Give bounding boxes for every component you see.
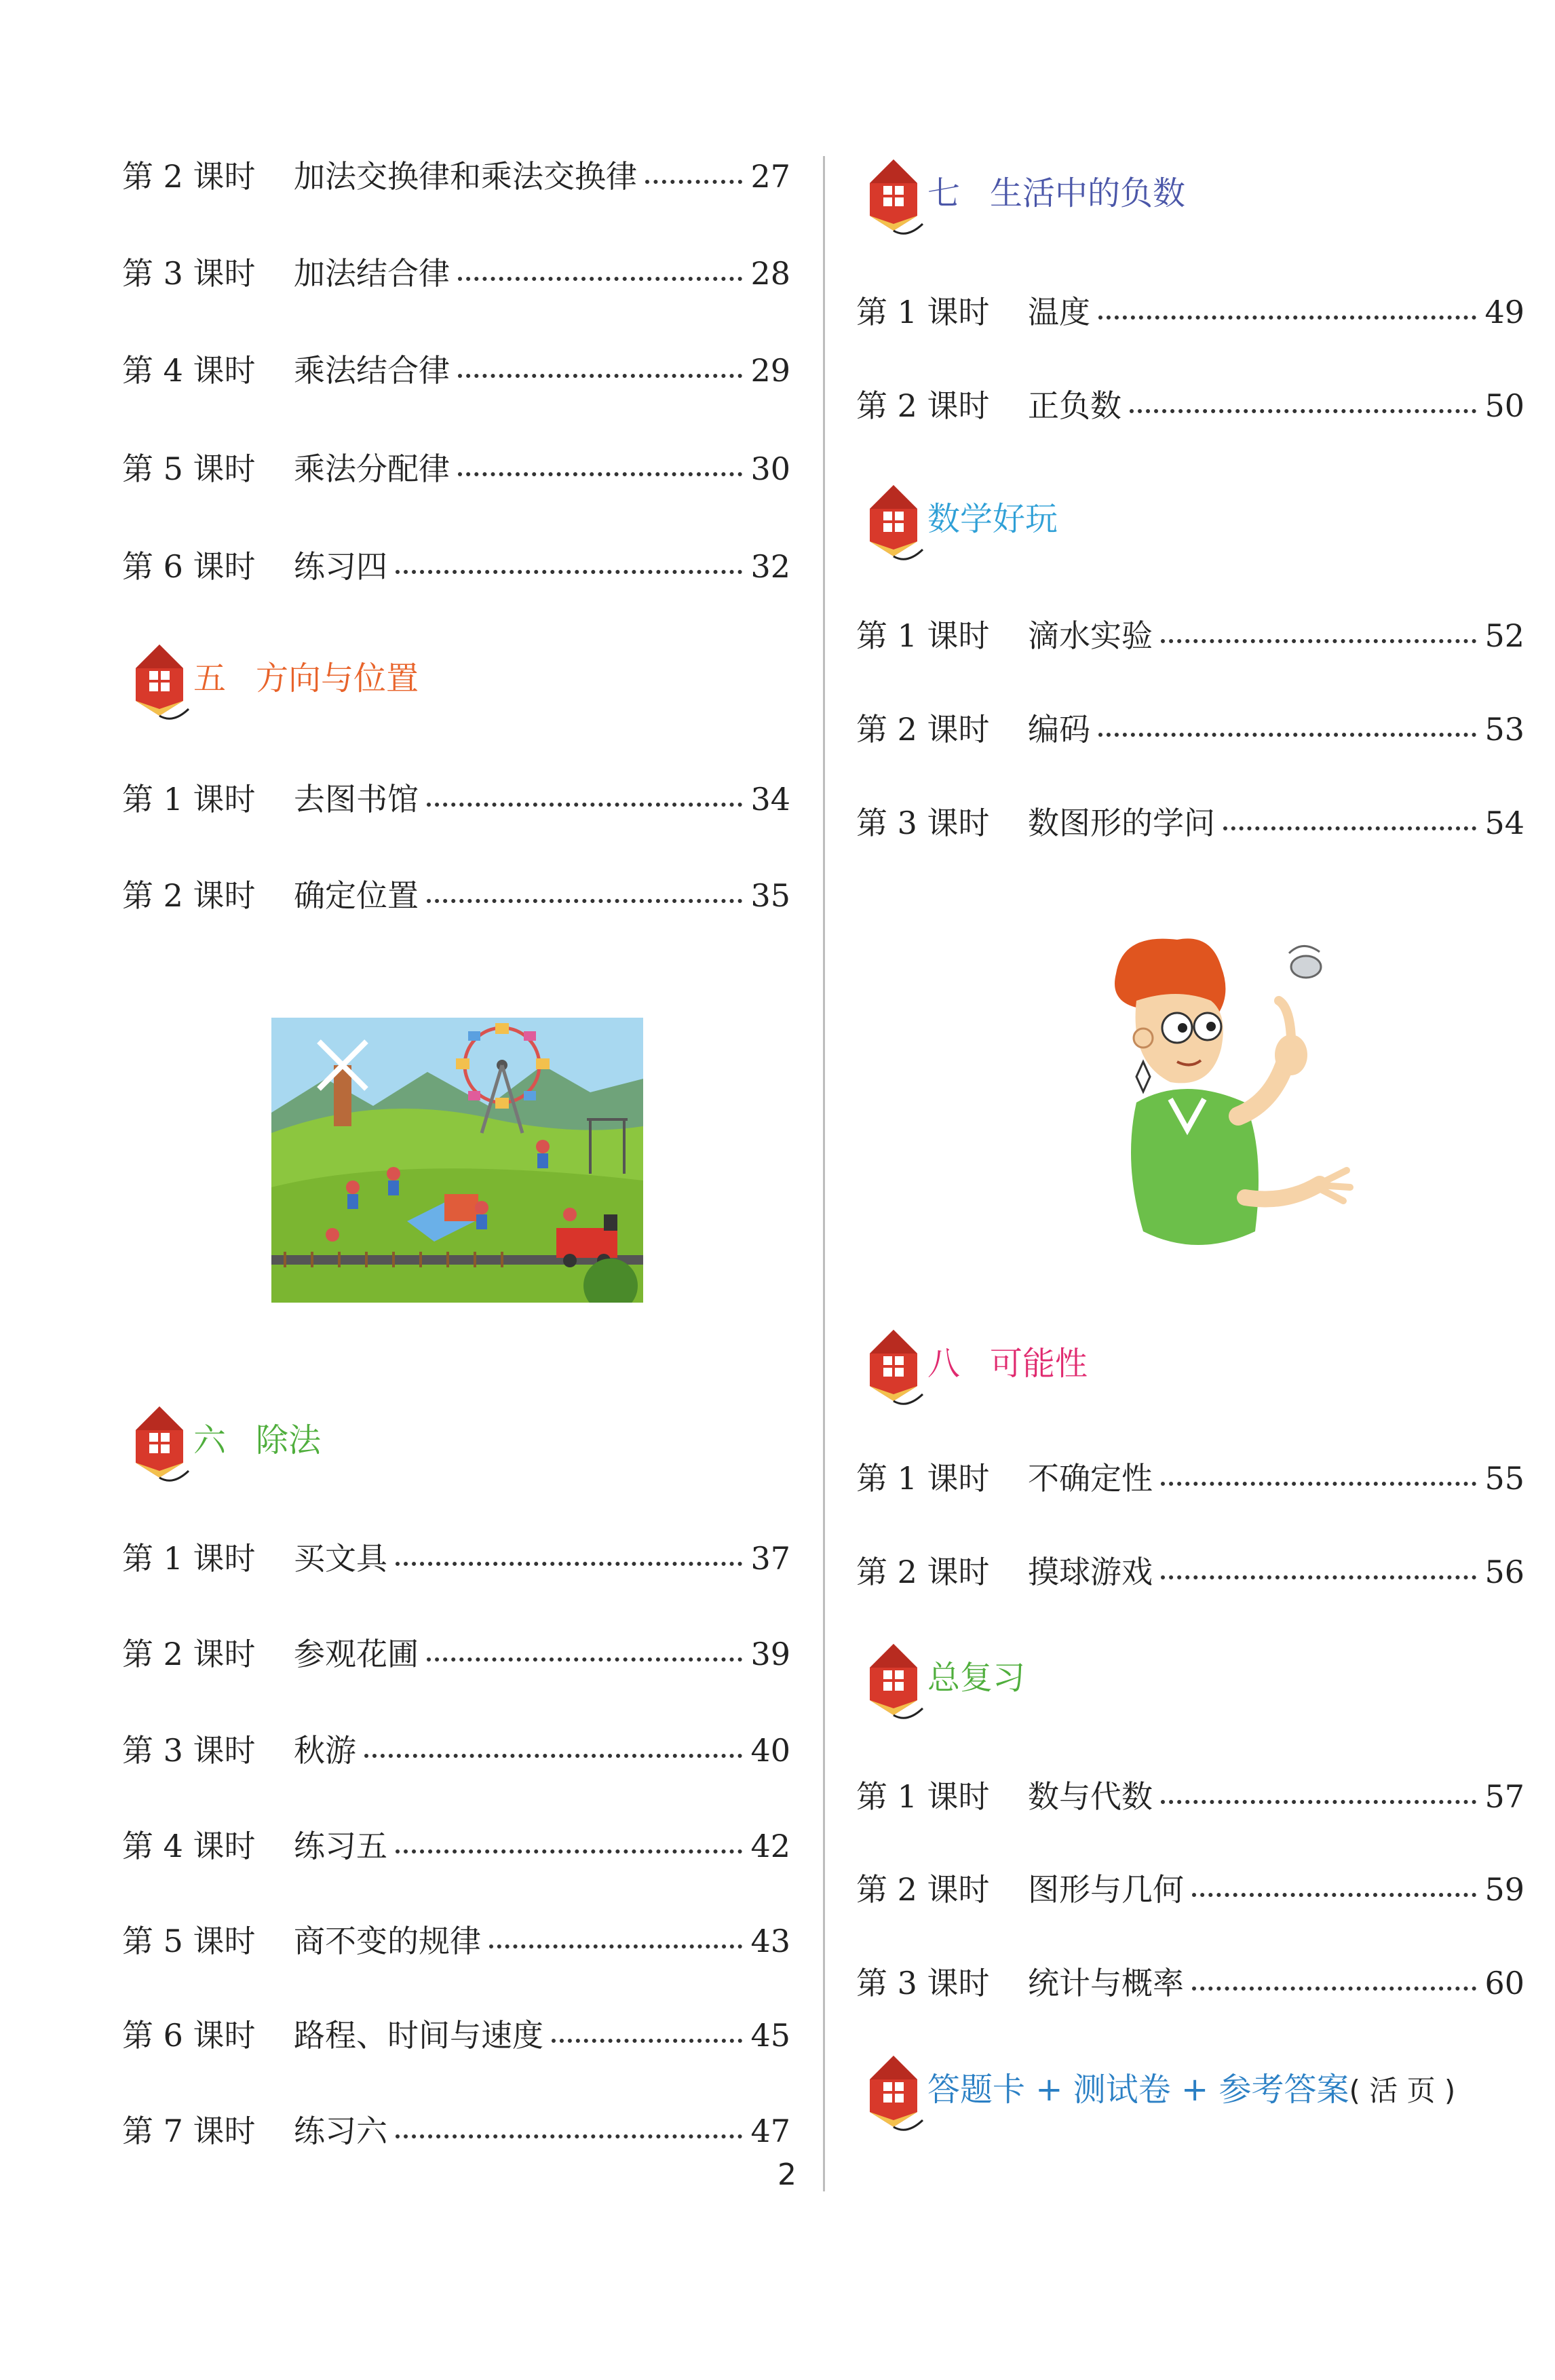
unit-title bbox=[927, 1340, 1088, 1387]
lesson-title: 加法交换律和乘法交换律 bbox=[294, 158, 637, 195]
leader-dots bbox=[1161, 1800, 1476, 1804]
toc-entry[interactable] bbox=[856, 612, 1524, 659]
leader-dots bbox=[427, 1657, 742, 1662]
unit-name: 方向与位置 bbox=[256, 659, 419, 697]
toc-entry[interactable] bbox=[122, 872, 790, 919]
lesson-title: 不确定性 bbox=[1028, 1460, 1153, 1497]
unit-title bbox=[193, 655, 419, 702]
page-ref: 32 bbox=[750, 548, 790, 585]
lesson-title: 商不变的规律 bbox=[294, 1923, 481, 1959]
unit-number: 八 bbox=[927, 1345, 961, 1383]
toc-entry[interactable] bbox=[856, 288, 1524, 336]
lesson-label: 第 3 课时 bbox=[122, 255, 256, 292]
page-ref: 29 bbox=[750, 352, 790, 389]
lesson-label: 第 5 课时 bbox=[122, 450, 256, 487]
unit-title bbox=[927, 170, 1185, 217]
leader-dots bbox=[396, 2134, 742, 2138]
toc-entry[interactable] bbox=[856, 382, 1524, 429]
leader-dots bbox=[396, 1849, 742, 1854]
toc-entry[interactable] bbox=[856, 1773, 1524, 1820]
lesson-label: 第 2 课时 bbox=[856, 1871, 990, 1908]
lesson-title: 温度 bbox=[1028, 294, 1090, 330]
toc-entry[interactable] bbox=[122, 445, 790, 493]
extras-heading[interactable] bbox=[856, 2052, 1524, 2134]
toc-entry[interactable] bbox=[856, 1455, 1524, 1502]
lesson-label: 第 4 课时 bbox=[122, 1828, 256, 1864]
unit-heading-7[interactable] bbox=[856, 156, 1524, 237]
lesson-label: 第 2 课时 bbox=[122, 1636, 256, 1672]
house-pencil-icon bbox=[122, 641, 204, 723]
lesson-label: 第 3 课时 bbox=[122, 1732, 256, 1769]
house-pencil-icon bbox=[856, 156, 938, 237]
toc-entry[interactable] bbox=[856, 1959, 1524, 2007]
lesson-label: 第 6 课时 bbox=[122, 548, 256, 585]
lesson-title: 路程、时间与速度 bbox=[294, 2017, 543, 2054]
leader-dots bbox=[1161, 639, 1476, 643]
lesson-title: 乘法分配律 bbox=[294, 450, 450, 487]
toc-entry[interactable] bbox=[122, 153, 790, 200]
page-ref: 39 bbox=[750, 1636, 790, 1672]
page-ref: 49 bbox=[1484, 294, 1524, 330]
page-ref: 53 bbox=[1484, 711, 1524, 748]
lesson-title: 乘法结合律 bbox=[294, 352, 450, 389]
lesson-title: 参观花圃 bbox=[294, 1636, 419, 1672]
lesson-title: 练习五 bbox=[294, 1828, 387, 1864]
lesson-title: 练习四 bbox=[294, 548, 387, 585]
lesson-label: 第 4 课时 bbox=[122, 352, 256, 389]
house-pencil-icon bbox=[122, 1403, 204, 1484]
lesson-title: 秋游 bbox=[294, 1732, 356, 1769]
lesson-title: 正负数 bbox=[1028, 387, 1121, 424]
lesson-label: 第 1 课时 bbox=[856, 1460, 990, 1497]
lesson-title: 确定位置 bbox=[294, 877, 419, 914]
lesson-label: 第 2 课时 bbox=[856, 1554, 990, 1590]
lesson-label: 第 5 课时 bbox=[122, 1923, 256, 1959]
leader-dots bbox=[1130, 409, 1476, 413]
lesson-label: 第 2 课时 bbox=[122, 877, 256, 914]
page-ref: 56 bbox=[1484, 1554, 1524, 1590]
extras-title: 答题卡 + 测试卷 + 参考答案 bbox=[927, 2071, 1349, 2109]
toc-entry[interactable] bbox=[122, 347, 790, 394]
toc-entry[interactable] bbox=[122, 775, 790, 823]
leader-dots bbox=[458, 472, 742, 476]
leader-dots bbox=[364, 1754, 742, 1758]
lesson-title: 统计与概率 bbox=[1028, 1965, 1184, 2001]
page-ref: 42 bbox=[750, 1828, 790, 1864]
toc-entry[interactable] bbox=[122, 1917, 790, 1965]
page-ref: 57 bbox=[1484, 1778, 1524, 1815]
unit-heading-5[interactable] bbox=[122, 641, 790, 723]
page-number: 2 bbox=[778, 2157, 796, 2192]
leader-dots bbox=[396, 570, 742, 574]
page-ref: 43 bbox=[750, 1923, 790, 1959]
toc-entry[interactable] bbox=[122, 1630, 790, 1678]
lesson-label: 第 1 课时 bbox=[856, 1778, 990, 1815]
unit-name: 生活中的负数 bbox=[990, 174, 1186, 212]
page-ref: 54 bbox=[1484, 805, 1524, 841]
leader-dots bbox=[645, 180, 742, 184]
leader-dots bbox=[1192, 1893, 1476, 1897]
lesson-label: 第 3 课时 bbox=[856, 805, 990, 841]
lesson-title: 数图形的学问 bbox=[1028, 805, 1215, 841]
leader-dots bbox=[1161, 1482, 1476, 1486]
column-divider bbox=[823, 156, 825, 2191]
leader-dots bbox=[1192, 1986, 1476, 1991]
unit-title: 总复习 bbox=[927, 1659, 1026, 1697]
house-pencil-icon bbox=[856, 1326, 938, 1408]
page-ref: 34 bbox=[750, 781, 790, 818]
toc-entry[interactable] bbox=[122, 250, 790, 297]
unit-name: 除法 bbox=[256, 1421, 322, 1459]
leader-dots bbox=[1223, 826, 1476, 830]
page-ref: 35 bbox=[750, 877, 790, 914]
house-pencil-icon bbox=[856, 1640, 938, 1722]
page-ref: 50 bbox=[1484, 387, 1524, 424]
unit-title bbox=[193, 1417, 321, 1464]
toc-entry[interactable] bbox=[122, 1822, 790, 1870]
lesson-label: 第 1 课时 bbox=[856, 294, 990, 330]
page-ref: 52 bbox=[1484, 617, 1524, 654]
page-ref: 40 bbox=[750, 1732, 790, 1769]
extras-note: ( 活 页 ) bbox=[1349, 2074, 1456, 2107]
lesson-label: 第 1 课时 bbox=[122, 781, 256, 818]
leader-dots bbox=[1098, 733, 1476, 737]
leader-dots bbox=[458, 277, 742, 281]
unit-heading-6[interactable] bbox=[122, 1403, 790, 1484]
toc-entry[interactable] bbox=[856, 799, 1524, 847]
toc-entry[interactable] bbox=[856, 1866, 1524, 1913]
leader-dots bbox=[1161, 1575, 1476, 1579]
lesson-title: 编码 bbox=[1028, 711, 1090, 748]
page-ref: 27 bbox=[750, 158, 790, 195]
toc-entry[interactable] bbox=[122, 1727, 790, 1774]
page-ref: 37 bbox=[750, 1540, 790, 1577]
unit-number: 五 bbox=[193, 659, 227, 697]
leader-dots bbox=[458, 374, 742, 378]
toc-entry[interactable] bbox=[122, 2107, 790, 2155]
unit-heading-review[interactable] bbox=[856, 1640, 1524, 1722]
lesson-label: 第 7 课时 bbox=[122, 2113, 256, 2149]
page-ref: 28 bbox=[750, 255, 790, 292]
leader-dots bbox=[396, 1562, 742, 1566]
unit-number: 七 bbox=[927, 174, 961, 212]
leader-dots bbox=[489, 1944, 742, 1949]
lesson-title: 图形与几何 bbox=[1028, 1871, 1184, 1908]
lesson-label: 第 6 课时 bbox=[122, 2017, 256, 2054]
lesson-title: 滴水实验 bbox=[1028, 617, 1153, 654]
toc-entry[interactable] bbox=[856, 1548, 1524, 1596]
house-pencil-icon bbox=[856, 2052, 938, 2134]
toc-entry[interactable] bbox=[122, 543, 790, 590]
page-ref: 55 bbox=[1484, 1460, 1524, 1497]
lesson-label: 第 3 课时 bbox=[856, 1965, 990, 2001]
page-ref: 60 bbox=[1484, 1965, 1524, 2001]
lesson-label: 第 1 课时 bbox=[856, 617, 990, 654]
leader-dots bbox=[427, 803, 742, 807]
leader-dots bbox=[427, 899, 742, 903]
lesson-title: 练习六 bbox=[294, 2113, 387, 2149]
boy-flipping-coin-illustration bbox=[1075, 926, 1360, 1279]
page-ref: 59 bbox=[1484, 1871, 1524, 1908]
lesson-label: 第 2 课时 bbox=[122, 158, 256, 195]
page-ref: 30 bbox=[750, 450, 790, 487]
page-ref: 45 bbox=[750, 2017, 790, 2054]
park-illustration bbox=[271, 1018, 643, 1303]
lesson-title: 去图书馆 bbox=[294, 781, 419, 818]
leader-dots bbox=[1098, 315, 1476, 320]
unit-name: 可能性 bbox=[990, 1345, 1088, 1383]
lesson-title: 摸球游戏 bbox=[1028, 1554, 1153, 1590]
unit-title: 数学好玩 bbox=[927, 500, 1058, 538]
toc-entry[interactable] bbox=[122, 2012, 790, 2059]
lesson-label: 第 2 课时 bbox=[856, 711, 990, 748]
lesson-title: 加法结合律 bbox=[294, 255, 450, 292]
leader-dots bbox=[552, 2039, 742, 2043]
unit-heading-fun-math[interactable] bbox=[856, 482, 1524, 563]
lesson-title: 数与代数 bbox=[1028, 1778, 1153, 1815]
page-ref: 47 bbox=[750, 2113, 790, 2149]
unit-number: 六 bbox=[193, 1421, 227, 1459]
house-pencil-icon bbox=[856, 482, 938, 563]
lesson-label: 第 1 课时 bbox=[122, 1540, 256, 1577]
unit-heading-8[interactable] bbox=[856, 1326, 1524, 1408]
toc-entry[interactable] bbox=[856, 706, 1524, 753]
unit-title bbox=[927, 2066, 1455, 2115]
lesson-label: 第 2 课时 bbox=[856, 387, 990, 424]
lesson-title: 买文具 bbox=[294, 1540, 387, 1577]
toc-entry[interactable] bbox=[122, 1535, 790, 1582]
